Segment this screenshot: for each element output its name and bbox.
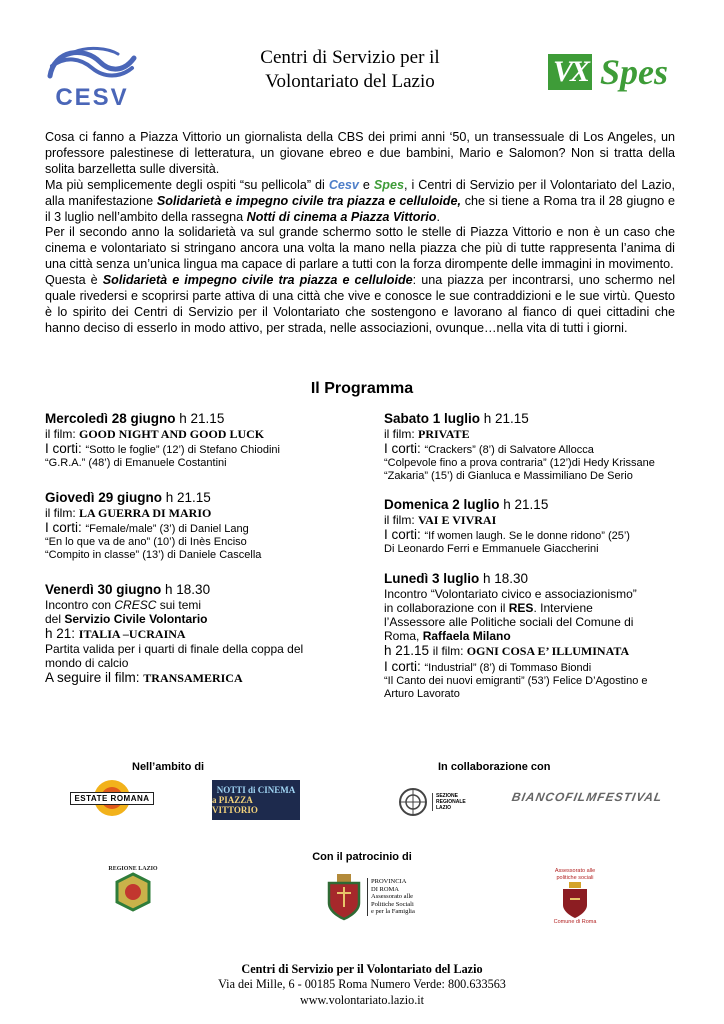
film-title: OGNI COSA E’ ILLUMINATA bbox=[466, 644, 630, 658]
spes-logo bbox=[548, 50, 678, 98]
ambito-label: Nell’ambito di bbox=[132, 761, 205, 773]
film-title: GOOD NIGHT AND GOOD LUCK bbox=[79, 427, 265, 441]
event-name-2: Solidarietà e impegno civile tra piazza e celluloide bbox=[102, 273, 413, 288]
comune-roma-logo: Assessorato alle politiche sociali Comune di Roma bbox=[553, 868, 597, 925]
film-title: TRANSAMERICA bbox=[143, 671, 243, 685]
cesv-inline: Cesv bbox=[328, 177, 359, 192]
regione-lazio-emblem-icon bbox=[113, 872, 153, 912]
comune-crest-icon bbox=[560, 881, 590, 919]
cesv-logo bbox=[44, 42, 140, 111]
spes-mark: VX bbox=[548, 54, 592, 90]
estate-romana-logo: ESTATE ROMANA bbox=[64, 778, 160, 818]
cesv-logo-text: CESV bbox=[55, 84, 129, 111]
patrocinio-label: Con il patrocinio di bbox=[312, 851, 412, 863]
bianco-film-festival-logo: BIANCOFILMFESTIVAL bbox=[510, 790, 664, 804]
day-title: Sabato 1 luglio bbox=[384, 411, 481, 426]
program-day-friday: Venerdì 30 giugno h 18.30 Incontro con CRESC sui temi del Servizio Civile Volontario h 21: ITALIA –UCRAINA Partita valida per i quarti di finale della coppa del mondo di calcio A seguire il film: TRANSAMERICA bbox=[45, 582, 304, 685]
intro-paragraph-4: Questa è Solidarietà e impegno civile tra piazza e celluloide: una piazza per incontrarsi, uno schermo nel quale rivedersi e scoprirsi parte attiva di una città che vive e conosce le sue contraddizioni e le sue virtù. Questo è lo spirito dei Centri di Servizio per il Volontariato che sostengono e lavorano al fianco di quei cittadini che hanno deciso di esserlo in modo attivo, per strada, nelle associazioni, ovunque…nella vita di tutti i giorni. bbox=[45, 273, 675, 335]
spes-inline: Spes bbox=[373, 177, 404, 192]
intro-paragraph-1: Cosa ci fanno a Piazza Vittorio un giornalista della CBS dei primi anni ‘50, un transessuale di Los Angeles, un professore palestinese di letteratura, un giovane ebreo e due bambini, Mario e Salomon? Non si tratta della solita barzelletta sulle diversità. bbox=[45, 130, 675, 176]
day-title: Lunedì 3 luglio bbox=[384, 571, 480, 586]
day-title: Mercoledì 28 giugno bbox=[45, 411, 176, 426]
provincia-coat-of-arms-icon bbox=[325, 873, 363, 921]
program-day-thursday: Giovedì 29 giugno h 21.15 il film: LA GUERRA DI MARIO I corti: “Female/male” (3’) di Daniel Lang “En lo que va de ano” (10’) di Inès Enciso “Compito in classe” (13’) di Daniele Cascella bbox=[45, 490, 262, 561]
spes-logo-text: Spes bbox=[600, 52, 669, 92]
program-day-monday: Lunedì 3 luglio h 18.30 Incontro “Volontariato civico e associazionismo” in collaborazione con il RES. Interviene l’Assessore alle Politiche sociali del Comune di Roma, Raffaela Milano h 21.15 il film: OGNI COSA E’ ILLUMINATA I corti: “Industrial” (8’) di Tommaso Biondi “Il Canto dei nuovi emigranti” (53’) Felice D’Agostino e Arturo Lavorato bbox=[384, 571, 648, 700]
provincia-roma-logo: PROVINCIA DI ROMA Assessorato alle Politiche Sociali e per la Famiglia bbox=[325, 872, 435, 922]
event-name: Solidarietà e impegno civile tra piazza e celluloide, bbox=[156, 193, 461, 208]
footer bbox=[0, 962, 724, 1008]
notti-cinema-logo: NOTTI di CINEMA a PIAZZA VITTORIO bbox=[212, 780, 300, 820]
cesv-swirl-icon bbox=[44, 42, 140, 86]
day-title: Giovedì 29 giugno bbox=[45, 490, 163, 505]
program-day-saturday: Sabato 1 luglio h 21.15 il film: PRIVATE I corti: “Crackers” (8’) di Salvatore Allocca “Colpevole fino a prova contraria” (12’)di Hedy Krissane “Zakaria” (15’) di Gianluca e Massimiliano De Serio bbox=[384, 411, 655, 482]
film-title: VAI E VIVRAI bbox=[418, 513, 497, 527]
program-day-wednesday: Mercoledì 28 giugno h 21.15 il film: GOOD NIGHT AND GOOD LUCK I corti: “Sotto le foglie” (12’) di Stefano Chiodini “G.R.A.” (48’) di Emanuele Costantini bbox=[45, 411, 280, 469]
film-title: LA GUERRA DI MARIO bbox=[79, 506, 212, 520]
program-title: Il Programma bbox=[310, 380, 414, 397]
day-title: Venerdì 30 giugno bbox=[45, 582, 162, 597]
footer-address: Via dei Mille, 6 - 00185 Roma Numero Verde: 800.633563 bbox=[218, 977, 506, 992]
film-title: PRIVATE bbox=[418, 427, 470, 441]
day-title: Domenica 2 luglio bbox=[384, 497, 500, 512]
emblem-icon bbox=[398, 787, 428, 817]
program-day-sunday: Domenica 2 luglio h 21.15 il film: VAI E VIVRAI I corti: “If women laugh. Se le donne ridono” (25’) Di Leonardo Ferri e Emmanuele Giaccherini bbox=[384, 497, 630, 555]
regione-lazio-logo: REGIONE LAZIO bbox=[98, 866, 168, 922]
title-line-2: Volontariato del Lazio bbox=[265, 71, 435, 92]
intro-paragraph-3: Per il secondo anno la solidarietà va sul grande schermo sotto le stelle di Piazza Vittorio e non è un caso che cinema e volontariato si stringano ancora una volta la mano nella piazza che più di tutte rappresenta l’anima di una città senza un’unica lingua ma capace di parlare a tutti con la forza dirompente delle immagini in movimento. bbox=[45, 225, 675, 272]
match-title: ITALIA –UCRAINA bbox=[78, 627, 186, 641]
footer-website[interactable]: www.volontariato.lazio.it bbox=[299, 992, 425, 1007]
rassegna-name: Notti di cinema a Piazza Vittorio bbox=[246, 209, 437, 224]
title-line-1: Centri di Servizio per il bbox=[260, 47, 440, 68]
intro-text bbox=[45, 130, 675, 337]
footer-org: Centri di Servizio per il Volontariato del Lazio bbox=[241, 962, 483, 976]
collab-label: In collaborazione con bbox=[438, 761, 551, 773]
sezione-regionale-logo: SEZIONE REGIONALE LAZIO bbox=[398, 784, 468, 820]
page-title bbox=[220, 46, 480, 94]
intro-paragraph-2: Ma più semplicemente degli ospiti “su pellicola” di Cesv e Spes, i Centri di Servizio per il Volontariato del Lazio, alla manifestazione Solidarietà e impegno civile tra piazza e celluloide, che si tiene a Roma tra il 28 giugno e il 3 luglio nell’ambito della rassegna Notti di cinema a Piazza Vittorio. bbox=[45, 177, 675, 224]
